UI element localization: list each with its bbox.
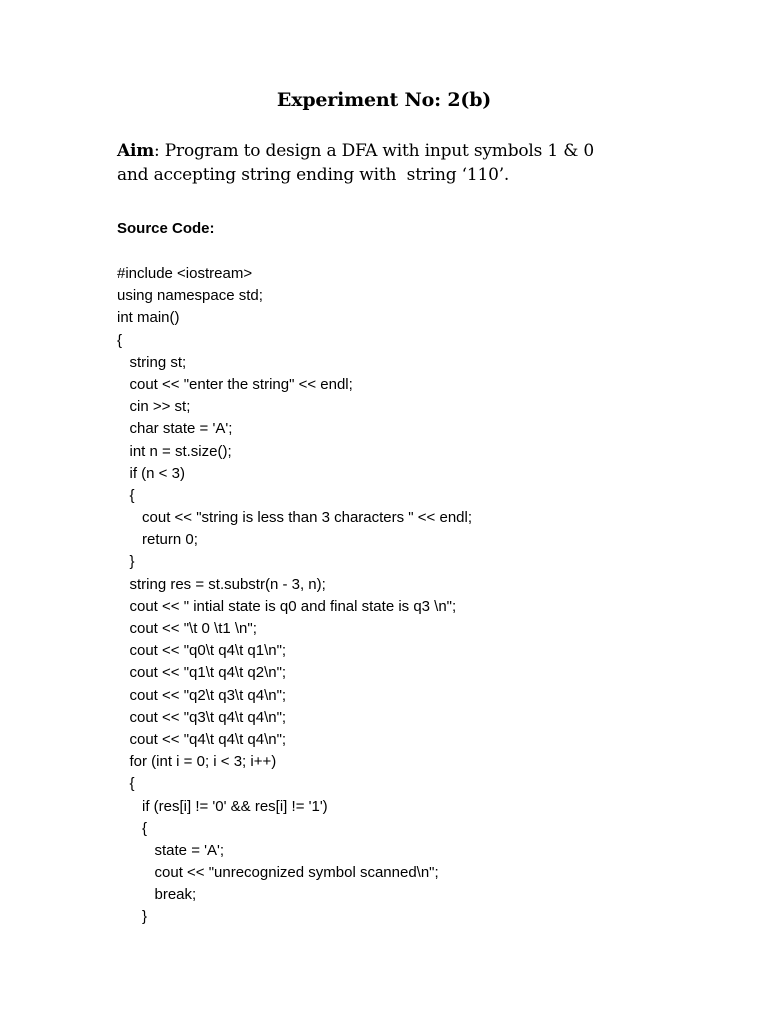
- code-line: cout << "unrecognized symbol scanned\n";: [117, 864, 439, 882]
- code-line: cout << "q3\t q4\t q4\n";: [117, 708, 287, 726]
- code-line: }: [117, 908, 148, 926]
- code-line: cin >> st;: [117, 398, 191, 416]
- code-line: cout << "q4\t q4\t q4\n";: [117, 730, 287, 748]
- code-line: break;: [117, 886, 197, 904]
- page-title: Experiment No: 2(b): [276, 89, 492, 111]
- code-line: {: [117, 775, 135, 793]
- code-line: {: [117, 331, 123, 349]
- aim-paragraph: [117, 139, 677, 187]
- code-line: char state = 'A';: [117, 420, 233, 438]
- code-line: cout << "q0\t q4\t q1\n";: [117, 642, 287, 660]
- source-code-block: [117, 263, 717, 929]
- code-line: cout << "\t 0 \t1 \n";: [117, 620, 257, 637]
- code-line: if (n < 3): [117, 464, 185, 482]
- code-line: string res = st.substr(n - 3, n);: [117, 575, 326, 593]
- code-line: cout << " intial state is q0 and final state is q3 \n";: [117, 597, 457, 615]
- code-line: cout << "enter the string" << endl;: [117, 375, 353, 393]
- code-line: cout << "q2\t q3\t q4\n";: [117, 686, 287, 704]
- aim-text-1: : Program to design a DFA with input symbols 1 & 0: [154, 141, 594, 161]
- aim-line-1: [117, 139, 677, 163]
- code-line: cout << "q1\t q4\t q2\n";: [117, 664, 287, 682]
- code-line: {: [117, 819, 148, 837]
- aim-label: Aim: [117, 141, 155, 161]
- code-line: using namespace std;: [117, 287, 263, 305]
- code-line: if (res[i] != '0' && res[i] != '1'): [117, 797, 328, 815]
- code-line: }: [117, 553, 135, 571]
- code-line: for (int i = 0; i < 3; i++): [117, 753, 277, 771]
- code-line: #include <iostream>: [117, 265, 253, 282]
- code-line: string st;: [117, 353, 187, 371]
- source-code-heading: Source Code:: [117, 220, 215, 237]
- code-line: int n = st.size();: [117, 442, 232, 460]
- code-line: return 0;: [117, 531, 198, 549]
- code-line: cout << "string is less than 3 characters " << endl;: [117, 509, 472, 527]
- code-line: state = 'A';: [117, 841, 225, 859]
- code-line: int main(): [117, 309, 180, 327]
- code-line: {: [117, 486, 135, 504]
- aim-text-2: and accepting string ending with string ‘110’.: [117, 165, 510, 185]
